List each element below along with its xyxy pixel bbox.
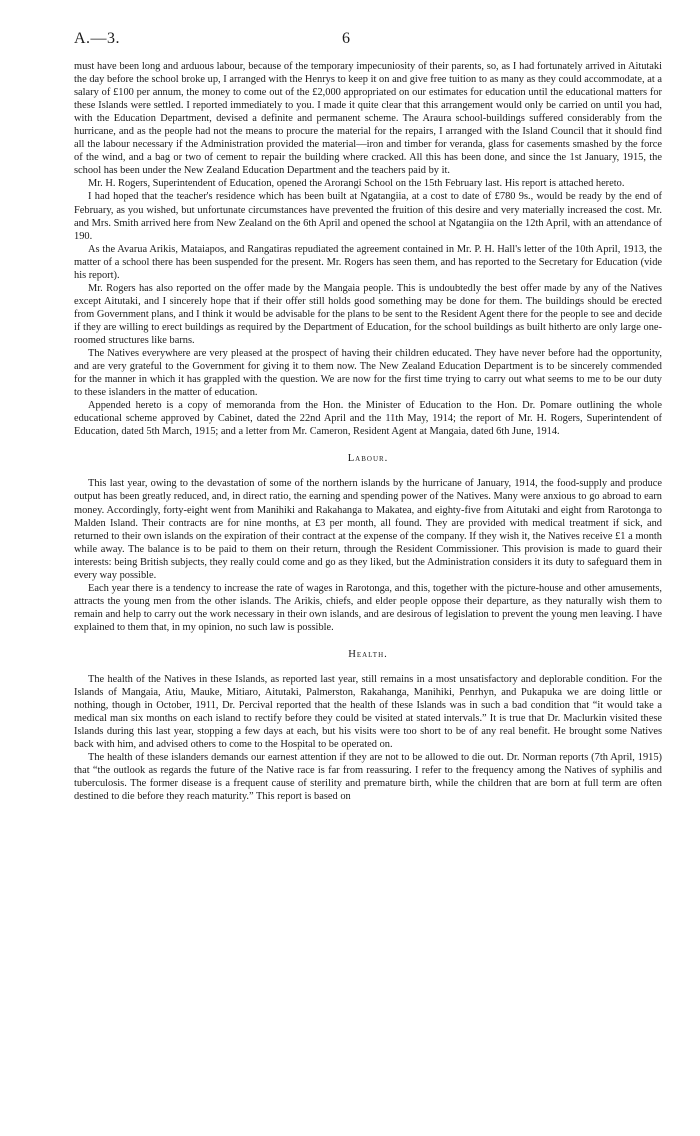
page-number: 6	[342, 30, 350, 47]
paragraph: This last year, owing to the devastation of some of the northern islands by the hurricane of January, 1914, the food-supply and produce output has been greatly reduced, and, in direct ratio, the earning and spending power of the Natives. Many were anxious to go abroad to earn money. Accordingly, forty-eight went from Manihiki and Rakahanga to Makatea, and eighty-five from Aitutaki and eight from Rarotonga to Malden Island. Their contracts are for nine months, at £3 per month, all found. They are provided with medical treatment if sick, and returned to their own islands on the expiration of their contract at the expense of the company. If they wish it, the Natives receive £1 a month while away. The balance is to be paid to them on their return, through the Resident Commissioner. This provision is made to guard their interests: being British subjects, they really could come and go as they liked, but the Administration considers it its duty to safeguard them in every way possible.	[74, 478, 662, 581]
paragraph: Mr. H. Rogers, Superintendent of Education, opened the Arorangi School on the 15th February last. His report is attached hereto.	[88, 178, 625, 190]
paragraph: I had hoped that the teacher's residence which has been built at Ngatangiia, at a cost to date of £780 9s., would be ready by the end of February, as you wished, but unfortunate circumstances have prevented the fruition of this desire and very materially increased the cost. Mr. and Mrs. Smith arrived here from New Zealand on the 6th April and opened the school at Ngatangiia on the 12th April, with an attendance of 190.	[74, 191, 662, 242]
paragraph: Mr. Rogers has also reported on the offer made by the Mangaia people. This is undoubtedly the best offer made by any of the Natives except Aitutaki, and I sincerely hope that if their offer still holds good something may be done for them. The buildings should be erected from Government plans, and I think it would be advisable for the plans to be sent to the Resident Agent there for the people to see and decide if they are willing to erect buildings as required by the Department of Education, for the school buildings as built hitherto are only large one-roomed structures like barns.	[74, 282, 662, 346]
document-reference: A.—3.	[74, 30, 121, 47]
paragraph: The health of these islanders demands our earnest attention if they are not to be allowed to die out. Dr. Norman reports (7th April, 1915) that “the outlook as regards the future of the Native race is far from reassuring. I refer to the frequency among the Natives of syphilis and tuberculosis. The former disease is a frequent cause of sterility and premature birth, while the children that are born at full term are often destined to die before they reach maturity.” This report is based on	[74, 752, 662, 803]
paragraph: Each year there is a tendency to increase the rate of wages in Rarotonga, and this, together with the picture-house and other amusements, attracts the young men from the other islands. The Arikis, chiefs, and elder people oppose their departure, as they naturally wish them to remain and help to carry out the work necessary in their own islands, and are desirous of legislation to prevent the young men leaving. I have explained to them that, in my opinion, no such law is possible.	[74, 582, 662, 633]
paragraph: Appended hereto is a copy of memoranda from the Hon. the Minister of Education to the Hon. Dr. Pomare outlining the whole educational scheme approved by Cabinet, dated the 22nd April and the 11th May, 1914; the report of Mr. H. Rogers, Superintendent of Education, dated 5th March, 1915; and a letter from Mr. Cameron, Resident Agent at Mangaia, dated 6th June, 1914.	[74, 400, 662, 438]
page-header	[74, 30, 662, 56]
section-heading-labour: Labour.	[347, 453, 389, 465]
document-body	[74, 60, 662, 803]
paragraph: The Natives everywhere are very pleased at the prospect of having their children educated. They have never before had the opportunity, and are very grateful to the Government for giving it to them now. The New Zealand Education Department is to be sincerely commended for the manner in which it has grappled with the question. We are now for the first time trying to carry out what seems to me to be our duty to these islanders in the matter of education.	[74, 348, 662, 399]
health-section	[74, 673, 662, 803]
education-section	[74, 60, 662, 438]
labour-section	[74, 477, 662, 634]
paragraph: must have been long and arduous labour, because of the temporary impecuniosity of their parents, so, as I had fortunately arrived in Aitutaki the day before the school broke up, I arranged with the Henrys to keep it on and give free tuition to as many as they could accommodate, at a salary of £100 per annum, the money to come out of the £2,000 appropriated on our estimates for education until the educational matters for these Islands were settled. I reported immediately to you. I made it quite clear that this arrangement would only be carried on until you had, with the Education Department, devised a definite and permanent scheme. The Araura school-buildings suffered considerably from the hurricane, and as the people had not the means to procure the material for the repairs, I arranged with the Island Council that it should find all the labour necessary if the Administration provided the material—iron and timber for veranda, glass for casements smashed by the force of the wind, and a bag or two of cement to repair the building where cracked. All this has been done, and since the 1st January, 1915, the school has been under the New Zealand Education Department and the teachers paid by it.	[74, 61, 662, 177]
section-heading-health: Health.	[348, 648, 388, 660]
paragraph: As the Avarua Arikis, Mataiapos, and Rangatiras repudiated the agreement contained in Mr. P. H. Hall's letter of the 10th April, 1913, the matter of a school there has been suspended for the present. Mr. Rogers has seen them, and has reported to the Secretary for Education (vide his report).	[74, 243, 662, 281]
paragraph: The health of the Natives in these Islands, as reported last year, still remains in a most unsatisfactory and deplorable condition. For the Islands of Mangaia, Atiu, Mauke, Mitiaro, Aitutaki, Palmerston, Rakahanga, Manihiki, Penrhyn, and Pukapuka we are doing little or nothing, though in October, 1911, Dr. Percival reported that the health of these Islands was in such a bad condition that “it would take a medical man six months on each island to rectify before they could be visited at stated intervals.” It is true that Dr. Maclurkin visited these Islands during this last year, stopping a few days at each, but his visits were too short to be of any real benefit. He brought some Natives back with him, and advised others to come to the Hospital to be operated on.	[74, 674, 662, 751]
